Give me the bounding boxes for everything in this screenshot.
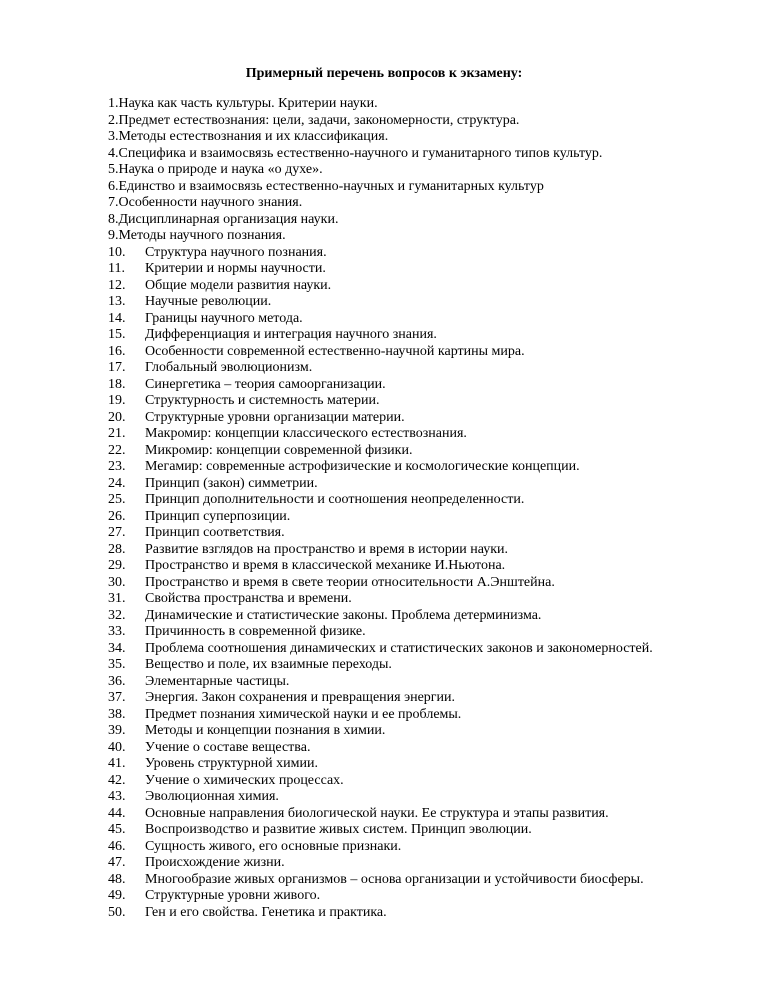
question-text: Принцип (закон) симметрии. — [145, 475, 318, 491]
question-text: Методы и концепции познания в химии. — [145, 723, 386, 738]
question-number: 2. — [108, 112, 119, 128]
question-number: 4. — [108, 145, 119, 161]
question-item — [108, 426, 748, 443]
question-number: 43. — [108, 789, 126, 804]
question-item — [108, 146, 748, 163]
question-item — [108, 558, 748, 575]
question-item — [108, 822, 748, 839]
question-text: Особенности современной естественно-научной картины мира. — [145, 343, 525, 359]
question-item — [108, 608, 748, 625]
question-item — [108, 96, 748, 113]
question-number: 13. — [108, 294, 126, 309]
question-text: Пространство и время в классической механике И.Ньютона. — [145, 558, 506, 573]
question-item — [108, 806, 748, 823]
question-item — [108, 162, 748, 179]
question-item — [108, 509, 748, 526]
question-number: 26. — [108, 508, 126, 524]
question-text: Элементарные частицы. — [145, 673, 290, 689]
question-number: 14. — [108, 310, 126, 326]
question-item — [108, 839, 748, 856]
question-item — [108, 575, 748, 592]
question-text: Сущность живого, его основные признаки. — [145, 838, 402, 854]
question-text: Особенности научного знания. — [118, 195, 303, 210]
question-number: 44. — [108, 805, 126, 821]
question-number: 22. — [108, 442, 126, 458]
question-text: Учение о химических процессах. — [145, 772, 344, 788]
question-text: Макромир: концепции классического естествознания. — [145, 426, 467, 441]
question-text: Проблема соотношения динамических и статистических законов и закономерностей. — [145, 640, 653, 656]
question-number: 50. — [108, 904, 126, 920]
question-text: Научные революции. — [145, 294, 272, 309]
question-text: Синергетика – теория самоорганизации. — [145, 376, 386, 392]
question-text: Принцип суперпозиции. — [145, 508, 291, 524]
question-text: Структура научного познания. — [145, 244, 327, 260]
question-text: Происхождение жизни. — [145, 855, 285, 870]
question-text: Динамические и статистические законы. Проблема детерминизма. — [145, 607, 542, 623]
question-item — [108, 410, 748, 427]
question-text: Вещество и поле, их взаимные переходы. — [145, 657, 392, 672]
question-number: 24. — [108, 475, 126, 491]
question-text: Воспроизводство и развитие живых систем. Принцип эволюции. — [145, 822, 532, 837]
question-text: Наука как часть культуры. Критерии науки. — [118, 96, 378, 111]
question-item — [108, 195, 748, 212]
question-item — [108, 327, 748, 344]
question-text: Свойства пространства и времени. — [145, 591, 352, 606]
question-item — [108, 294, 748, 311]
question-text: Глобальный эволюционизм. — [145, 360, 313, 375]
question-item — [108, 723, 748, 740]
question-number: 12. — [108, 277, 126, 293]
question-item — [108, 377, 748, 394]
question-number: 15. — [108, 327, 126, 342]
question-number: 32. — [108, 607, 126, 623]
question-number: 25. — [108, 492, 126, 507]
question-number: 1. — [108, 96, 119, 111]
question-item — [108, 228, 748, 245]
question-number: 17. — [108, 360, 126, 375]
question-number: 29. — [108, 558, 126, 573]
question-number: 38. — [108, 706, 126, 722]
question-item — [108, 789, 748, 806]
question-number: 37. — [108, 690, 126, 705]
question-number: 42. — [108, 772, 126, 788]
question-number: 31. — [108, 591, 126, 606]
question-number: 20. — [108, 409, 126, 425]
question-text: Общие модели развития науки. — [145, 277, 332, 293]
question-item — [108, 476, 748, 493]
question-text: Пространство и время в свете теории относительности А.Энштейна. — [145, 574, 555, 590]
page-title: Примерный перечень вопросов к экзамену: — [245, 66, 523, 81]
question-number: 30. — [108, 574, 126, 590]
question-item — [108, 657, 748, 674]
question-number: 49. — [108, 888, 126, 903]
question-number: 16. — [108, 343, 126, 359]
question-item — [108, 690, 748, 707]
question-item — [108, 492, 748, 509]
question-item — [108, 674, 748, 691]
question-item — [108, 624, 748, 641]
question-item — [108, 311, 748, 328]
question-item — [108, 740, 748, 757]
question-text: Дисциплинарная организация науки. — [118, 211, 339, 227]
question-text: Единство и взаимосвязь естественно-научных и гуманитарных культур — [118, 178, 544, 194]
question-item — [108, 707, 748, 724]
question-text: Принцип соответствия. — [145, 525, 285, 540]
question-item — [108, 542, 748, 559]
question-item — [108, 591, 748, 608]
question-item — [108, 261, 748, 278]
question-text: Энергия. Закон сохранения и превращения энергии. — [145, 690, 456, 705]
question-number: 47. — [108, 855, 126, 870]
question-number: 18. — [108, 376, 126, 392]
question-text: Специфика и взаимосвязь естественно-научного и гуманитарного типов культур. — [118, 145, 603, 161]
question-list — [108, 96, 748, 921]
question-number: 48. — [108, 871, 126, 887]
question-text: Структурные уровни живого. — [145, 888, 321, 903]
question-item — [108, 905, 748, 922]
question-text: Принцип дополнительности и соотношения неопределенности. — [145, 492, 525, 507]
question-item — [108, 245, 748, 262]
question-text: Методы научного познания. — [118, 228, 286, 243]
question-text: Развитие взглядов на пространство и время в истории науки. — [145, 541, 509, 557]
question-text: Методы естествознания и их классификация. — [118, 129, 389, 144]
question-number: 6. — [108, 178, 119, 194]
question-item — [108, 855, 748, 872]
question-text: Причинность в современной физике. — [145, 624, 366, 639]
question-number: 5. — [108, 162, 119, 177]
question-number: 36. — [108, 673, 126, 689]
question-number: 21. — [108, 426, 126, 441]
question-number: 34. — [108, 640, 126, 656]
question-item — [108, 344, 748, 361]
question-text: Границы научного метода. — [145, 310, 303, 326]
question-text: Основные направления биологической науки. Ее структура и этапы развития. — [145, 805, 609, 821]
question-number: 41. — [108, 756, 126, 771]
question-number: 11. — [108, 261, 125, 276]
question-item — [108, 129, 748, 146]
question-number: 3. — [108, 129, 119, 144]
question-text: Критерии и нормы научности. — [145, 261, 326, 276]
question-number: 10. — [108, 244, 126, 260]
question-text: Структурность и системность материи. — [145, 393, 380, 408]
question-number: 27. — [108, 525, 126, 540]
question-item — [108, 360, 748, 377]
question-number: 46. — [108, 838, 126, 854]
question-text: Ген и его свойства. Генетика и практика. — [145, 904, 387, 920]
question-number: 23. — [108, 459, 126, 474]
question-text: Многообразие живых организмов – основа организации и устойчивости биосферы. — [145, 871, 644, 887]
question-item — [108, 641, 748, 658]
question-text: Учение о составе вещества. — [145, 739, 311, 755]
question-item — [108, 459, 748, 476]
question-item — [108, 278, 748, 295]
question-item — [108, 179, 748, 196]
question-number: 7. — [108, 195, 119, 210]
question-item — [108, 113, 748, 130]
question-text: Наука о природе и наука «о духе». — [118, 162, 323, 177]
question-text: Эволюционная химия. — [145, 789, 279, 804]
question-text: Предмет естествознания: цели, задачи, закономерности, структура. — [118, 112, 520, 128]
question-item — [108, 393, 748, 410]
question-number: 19. — [108, 393, 126, 408]
question-text: Дифференциация и интеграция научного знания. — [145, 327, 437, 342]
question-item — [108, 756, 748, 773]
question-item — [108, 872, 748, 889]
question-number: 39. — [108, 723, 126, 738]
question-item — [108, 443, 748, 460]
question-text: Мегамир: современные астрофизические и космологические концепции. — [145, 459, 580, 474]
question-number: 8. — [108, 211, 119, 227]
question-item — [108, 212, 748, 229]
question-number: 9. — [108, 228, 119, 243]
question-item — [108, 525, 748, 542]
question-number: 45. — [108, 822, 126, 837]
question-text: Уровень структурной химии. — [145, 756, 318, 771]
question-item — [108, 773, 748, 790]
question-number: 40. — [108, 739, 126, 755]
question-item — [108, 888, 748, 905]
question-text: Предмет познания химической науки и ее проблемы. — [145, 706, 462, 722]
question-number: 28. — [108, 541, 126, 557]
question-text: Структурные уровни организации материи. — [145, 409, 405, 425]
question-number: 33. — [108, 624, 126, 639]
question-text: Микромир: концепции современной физики. — [145, 442, 413, 458]
question-number: 35. — [108, 657, 126, 672]
